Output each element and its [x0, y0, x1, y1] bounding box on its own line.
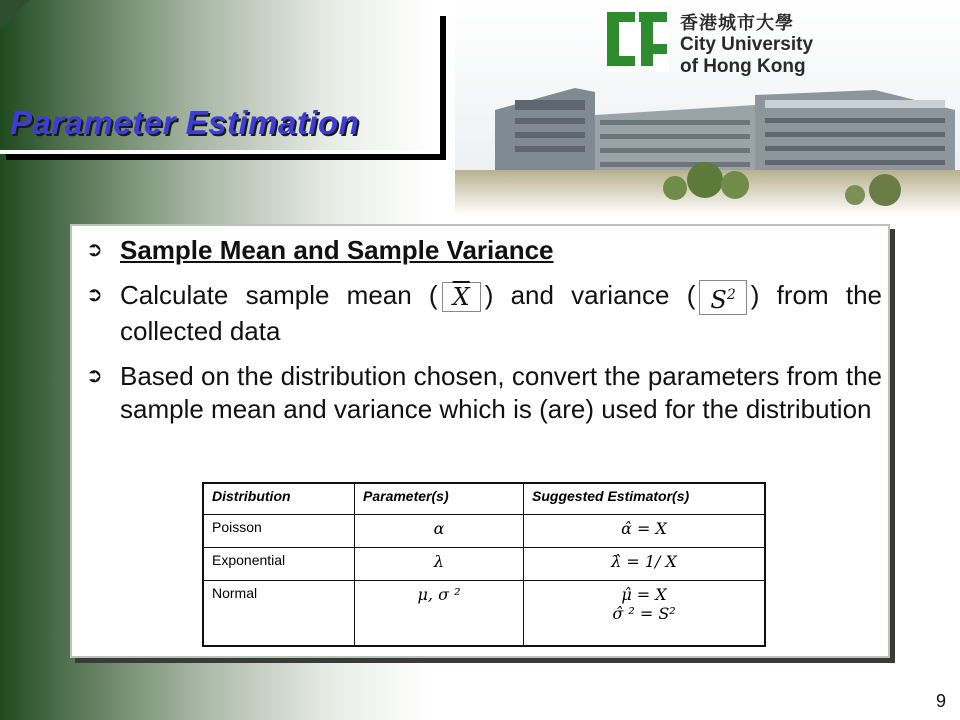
- bullet-text: ) and variance (: [484, 280, 696, 310]
- estimator-table: [202, 482, 766, 647]
- slide-number: 9: [935, 691, 946, 711]
- university-name: [680, 12, 813, 78]
- distribution-cell: Poisson: [203, 515, 355, 548]
- university-name-en-2: of Hong Kong: [680, 56, 806, 77]
- estimator-cell: λ̂ = 1/ X: [524, 548, 766, 581]
- bullet-text: Calculate sample mean (: [120, 280, 438, 310]
- bullet-item: [86, 360, 882, 426]
- arrow-bullet-icon: ➲: [86, 364, 103, 387]
- bullet-text: Based on the distribution chosen, convert the parameters from the sample mean and variance which is (are) used for the distribution: [120, 360, 882, 424]
- distribution-cell: Normal: [203, 581, 355, 647]
- column-header: Suggested Estimator(s): [524, 483, 766, 515]
- bullet-text: ) from the collected data: [120, 280, 882, 346]
- parameter-cell: α: [355, 515, 524, 548]
- table-header-row: [203, 483, 765, 515]
- sample-variance-formula: $S^2$: [699, 280, 746, 315]
- distribution-cell: Exponential: [203, 548, 355, 581]
- page-title: Parameter Estimation: [10, 104, 360, 141]
- estimator-cell: [524, 581, 766, 647]
- estimator-cell: α̂ = X: [524, 515, 766, 548]
- university-name-en-1: City University: [680, 34, 814, 55]
- bullet-heading: Sample Mean and Sample Variance: [120, 235, 554, 265]
- arrow-bullet-icon: ➲: [86, 239, 103, 261]
- bullet-item: [86, 279, 882, 348]
- bullet-list: [86, 234, 882, 438]
- arrow-bullet-icon: ➲: [86, 284, 103, 306]
- bullet-item: [86, 234, 882, 267]
- parameter-cell: μ, σ ²: [355, 581, 524, 647]
- parameter-cell: λ: [355, 548, 524, 581]
- column-header: Distribution: [203, 483, 355, 515]
- column-header: Parameter(s): [355, 483, 524, 515]
- cityu-logo-icon: [605, 8, 669, 72]
- estimator-line: σ̂ ² = S²: [612, 604, 676, 623]
- sample-mean-formula: $\overline{X}$: [442, 282, 481, 312]
- table-row: [203, 515, 765, 548]
- content-panel: [70, 224, 890, 658]
- university-name-cn: 香港城市大學: [680, 13, 794, 33]
- table-row: [203, 548, 765, 581]
- estimator-line: μ̂ = X: [621, 585, 667, 604]
- table-row: [203, 581, 765, 647]
